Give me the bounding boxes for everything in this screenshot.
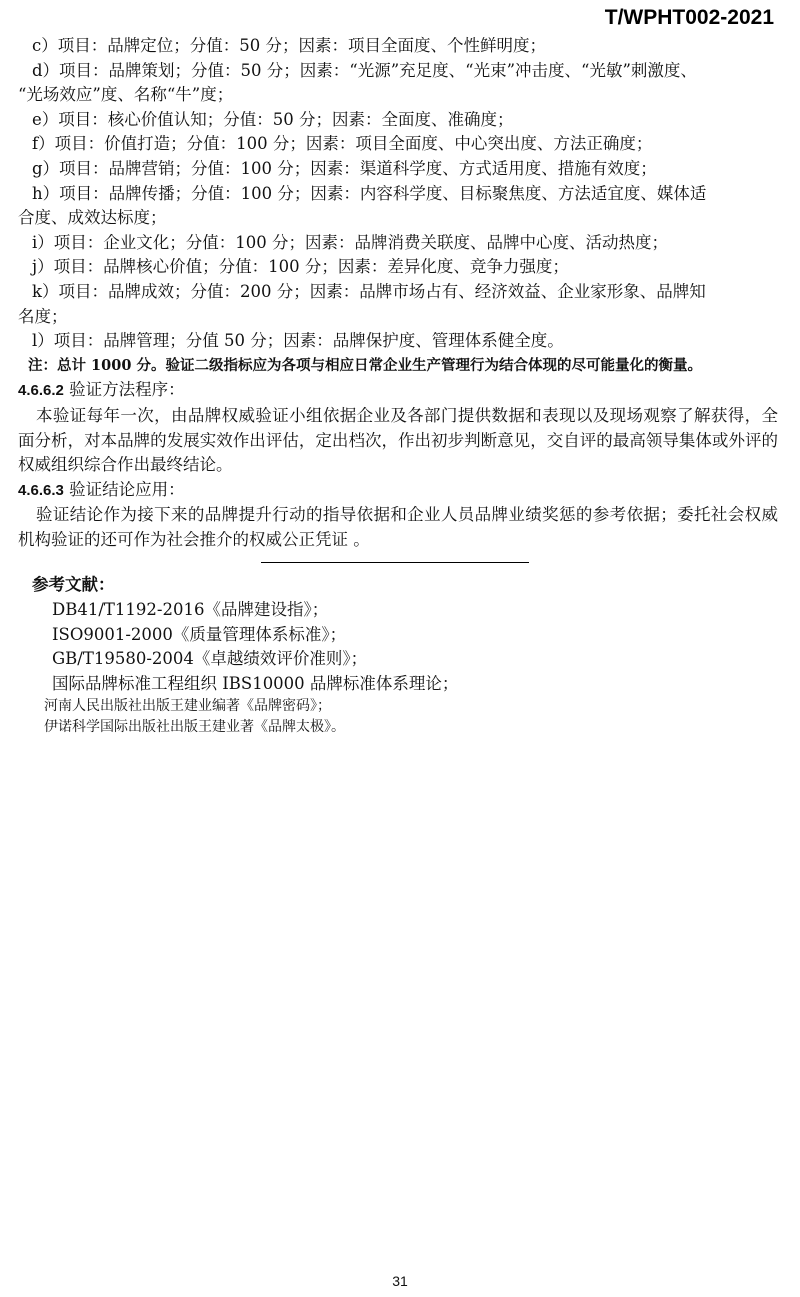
item-text: l）项目：品牌管理；分值 50 分；因素：品牌保护度、管理体系健全度。 (32, 331, 564, 351)
standard-code: T/WPHT002-2021 (604, 6, 774, 29)
reference-item: GB/T19580-2004《卓越绩效评价准则》； (52, 649, 368, 669)
item-text: j）项目：品牌核心价值；分值：100 分；因素：差异化度、竞争力强度； (32, 257, 569, 277)
item-text: d）项目：品牌策划；分值：50 分；因素：“光源”充足度、“光束”冲击度、“光敏”刺激度、 (32, 60, 697, 80)
section-heading (18, 378, 778, 404)
list-item (18, 34, 778, 59)
list-item (18, 157, 778, 182)
section-number: 4.6.6.2 (18, 382, 64, 400)
list-item (18, 132, 778, 157)
section-body: 本验证每年一次，由品牌权威验证小组依据企业及各部门提供数据和表现以及现场观察了解获得，全面分析，对本品牌的发展实效作出评估，定出档次，作出初步判断意见，交自评的最高领导集体或外评的权威组织综合作出最终结论。 (18, 405, 778, 475)
list-item (18, 255, 778, 280)
item-continuation: “光场效应”度、名称“牛”度； (18, 85, 234, 105)
list-item (18, 231, 778, 256)
list-item (18, 329, 778, 354)
reference-item: ISO9001-2000《质量管理体系标准》； (52, 624, 347, 644)
item-text: f）项目：价值打造；分值：100 分；因素：项目全面度、中心突出度、方法正确度； (32, 134, 653, 154)
item-text: e）项目：核心价值认知；分值：50 分；因素：全面度、准确度； (32, 109, 514, 129)
list-item (18, 280, 778, 305)
page-number: 31 (392, 1273, 408, 1289)
item-continuation: 名度； (18, 306, 68, 326)
total-note: 注：总计 1000 分。验证二级指标应为各项与相应日常企业生产管理行为结合体现的尽可能量化的衡量。 (28, 356, 702, 374)
reference-item: DB41/T1192-2016《品牌建设指》； (52, 600, 329, 620)
page-content (18, 34, 778, 738)
references-heading: 参考文献： (32, 575, 115, 595)
item-text: k）项目：品牌成效；分值：200 分；因素：品牌市场占有、经济效益、企业家形象、品牌知 (32, 281, 706, 301)
item-text: g）项目：品牌营销；分值：100 分；因素：渠道科学度、方式适用度、措施有效度； (32, 158, 657, 178)
section-title: 验证结论应用： (69, 479, 185, 499)
divider-line (261, 562, 529, 563)
list-item (18, 182, 778, 207)
section-body: 验证结论作为接下来的品牌提升行动的指导依据和企业人员品牌业绩奖惩的参考依据；委托社会权威机构验证的还可作为社会推介的权威公正凭证 。 (18, 505, 778, 549)
item-continuation: 合度、成效达标度； (18, 208, 167, 228)
reference-item: 国际品牌标准工程组织 IBS10000 品牌标准体系理论； (52, 673, 459, 693)
list-item (18, 59, 778, 84)
list-item (18, 108, 778, 133)
section-heading (18, 478, 778, 504)
item-text: c）项目：品牌定位；分值：50 分；因素：项目全面度、个性鲜明度； (32, 36, 546, 55)
reference-item: 伊诺科学国际出版社出版王建业著《品牌太极》。 (44, 719, 345, 736)
reference-item: 河南人民出版社出版王建业编著《品牌密码》； (44, 698, 331, 715)
item-text: h）项目：品牌传播；分值：100 分；因素：内容科学度、目标聚焦度、方法适宜度、媒体适 (32, 183, 707, 203)
section-number: 4.6.6.3 (18, 481, 64, 499)
section-title: 验证方法程序： (69, 380, 185, 400)
item-text: i）项目：企业文化；分值：100 分；因素：品牌消费关联度、品牌中心度、活动热度； (32, 232, 669, 252)
